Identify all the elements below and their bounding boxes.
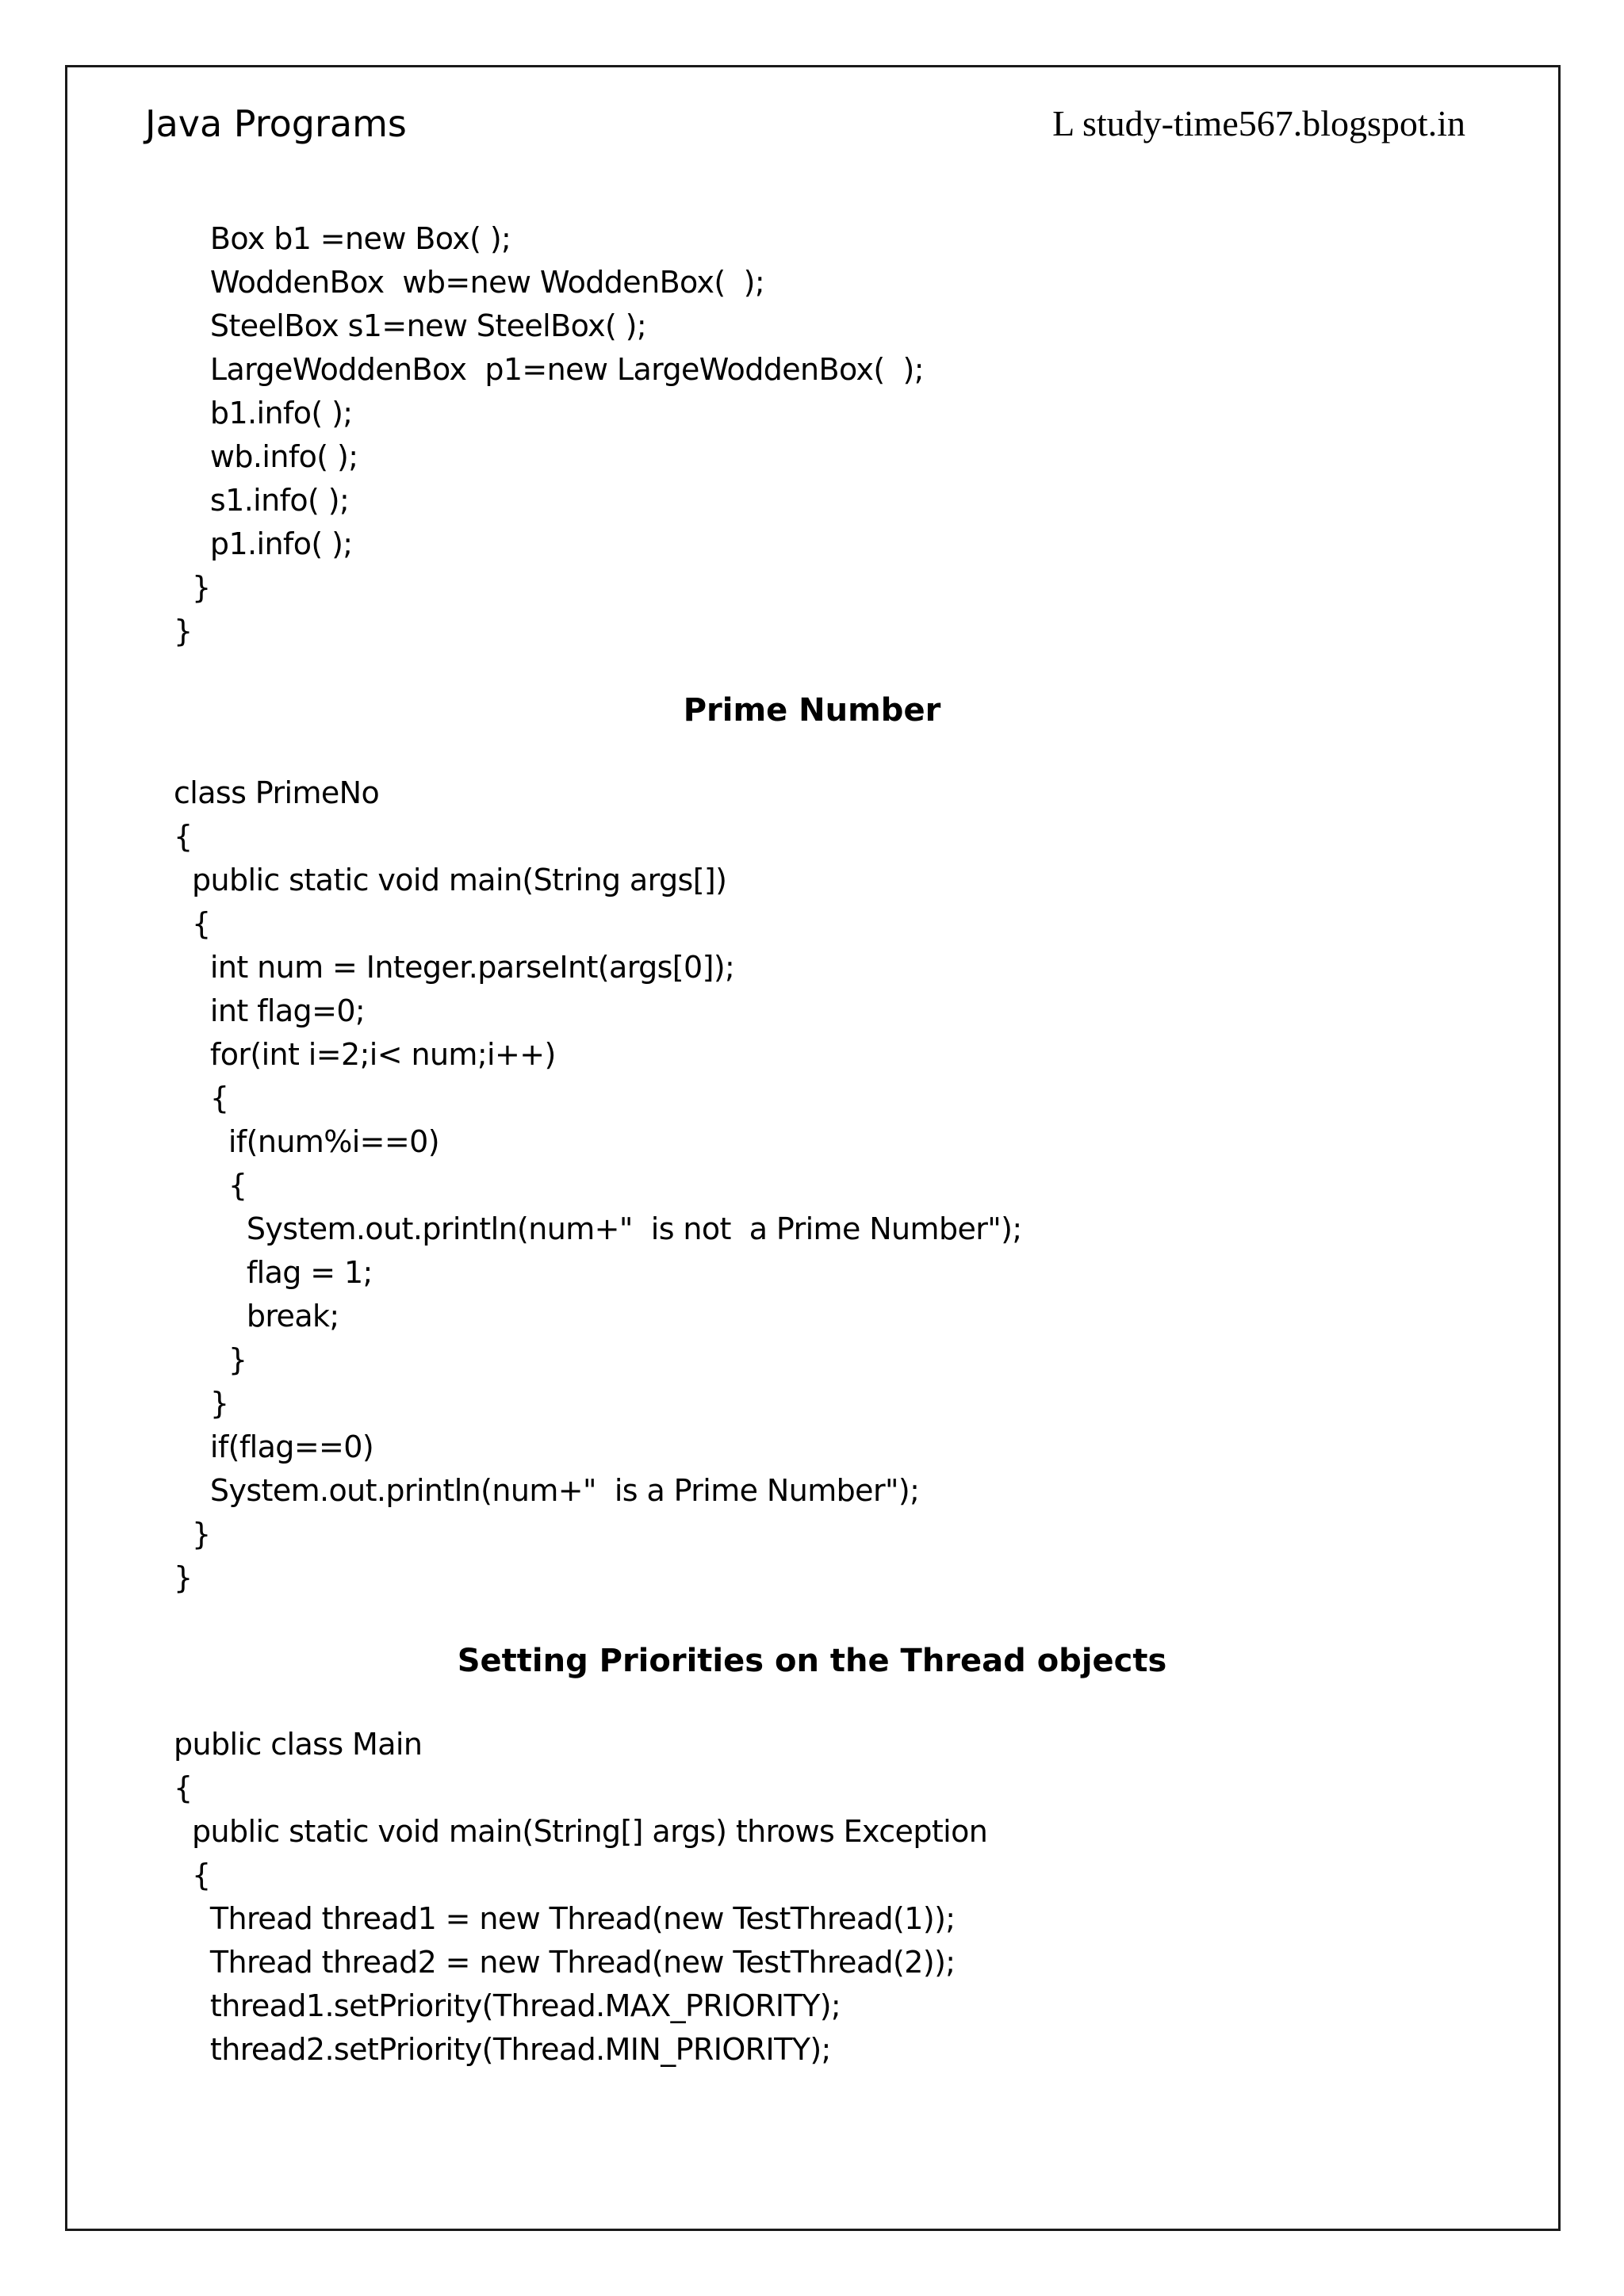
code-line: } <box>174 1386 229 1421</box>
code-line: { <box>174 819 193 854</box>
code-line: { <box>174 1858 211 1892</box>
code-block-prime-number <box>174 771 1022 1600</box>
code-line: b1.info( ); <box>174 396 353 430</box>
code-line: SteelBox s1=new SteelBox( ); <box>174 308 647 343</box>
code-line: { <box>174 1168 247 1203</box>
code-line: if(flag==0) <box>174 1429 374 1464</box>
code-line: } <box>174 570 211 605</box>
page-header-site: L study-time567.blogspot.in <box>1052 103 1465 144</box>
code-line: { <box>174 1081 229 1115</box>
code-line: int flag=0; <box>174 993 366 1028</box>
code-line: } <box>174 1517 211 1552</box>
code-line: Thread thread2 = new Thread(new TestThread(2)); <box>174 1945 956 1980</box>
code-line: Thread thread1 = new Thread(new TestThread(1)); <box>174 1901 956 1936</box>
code-line: int num = Integer.parseInt(args[0]); <box>174 950 735 985</box>
code-line: for(int i=2;i< num;i++) <box>174 1037 556 1072</box>
code-line: if(num%i==0) <box>174 1124 439 1159</box>
code-line: System.out.println(num+" is a Prime Number"); <box>174 1473 920 1508</box>
code-line: break; <box>174 1299 339 1334</box>
section-title-prime-number: Prime Number <box>683 692 941 729</box>
section-title-thread-priorities: Setting Priorities on the Thread objects <box>457 1643 1167 1679</box>
code-line: LargeWoddenBox p1=new LargeWoddenBox( ); <box>174 352 924 387</box>
code-line: public static void main(String args[]) <box>174 863 727 897</box>
code-line: } <box>174 614 193 649</box>
code-line: s1.info( ); <box>174 483 350 518</box>
code-line: } <box>174 1560 193 1595</box>
code-line: thread2.setPriority(Thread.MIN_PRIORITY); <box>174 2032 831 2067</box>
code-line: class PrimeNo <box>174 775 380 810</box>
code-line: WoddenBox wb=new WoddenBox( ); <box>174 265 765 300</box>
code-line: { <box>174 1770 193 1805</box>
code-line: p1.info( ); <box>174 526 353 561</box>
code-line: } <box>174 1342 247 1377</box>
code-line: { <box>174 906 211 941</box>
code-line: public class Main <box>174 1727 423 1762</box>
code-line: wb.info( ); <box>174 439 358 474</box>
code-line: flag = 1; <box>174 1255 373 1290</box>
code-line: thread1.setPriority(Thread.MAX_PRIORITY); <box>174 1988 841 2023</box>
code-block-thread-priorities <box>174 1723 987 2072</box>
code-block-box-classes <box>174 217 924 653</box>
code-line: System.out.println(num+" is not a Prime Number"); <box>174 1211 1022 1246</box>
code-line: public static void main(String[] args) throws Exception <box>174 1814 988 1849</box>
page-header-title: Java Programs <box>145 102 407 145</box>
code-line: Box b1 =new Box( ); <box>174 221 511 256</box>
